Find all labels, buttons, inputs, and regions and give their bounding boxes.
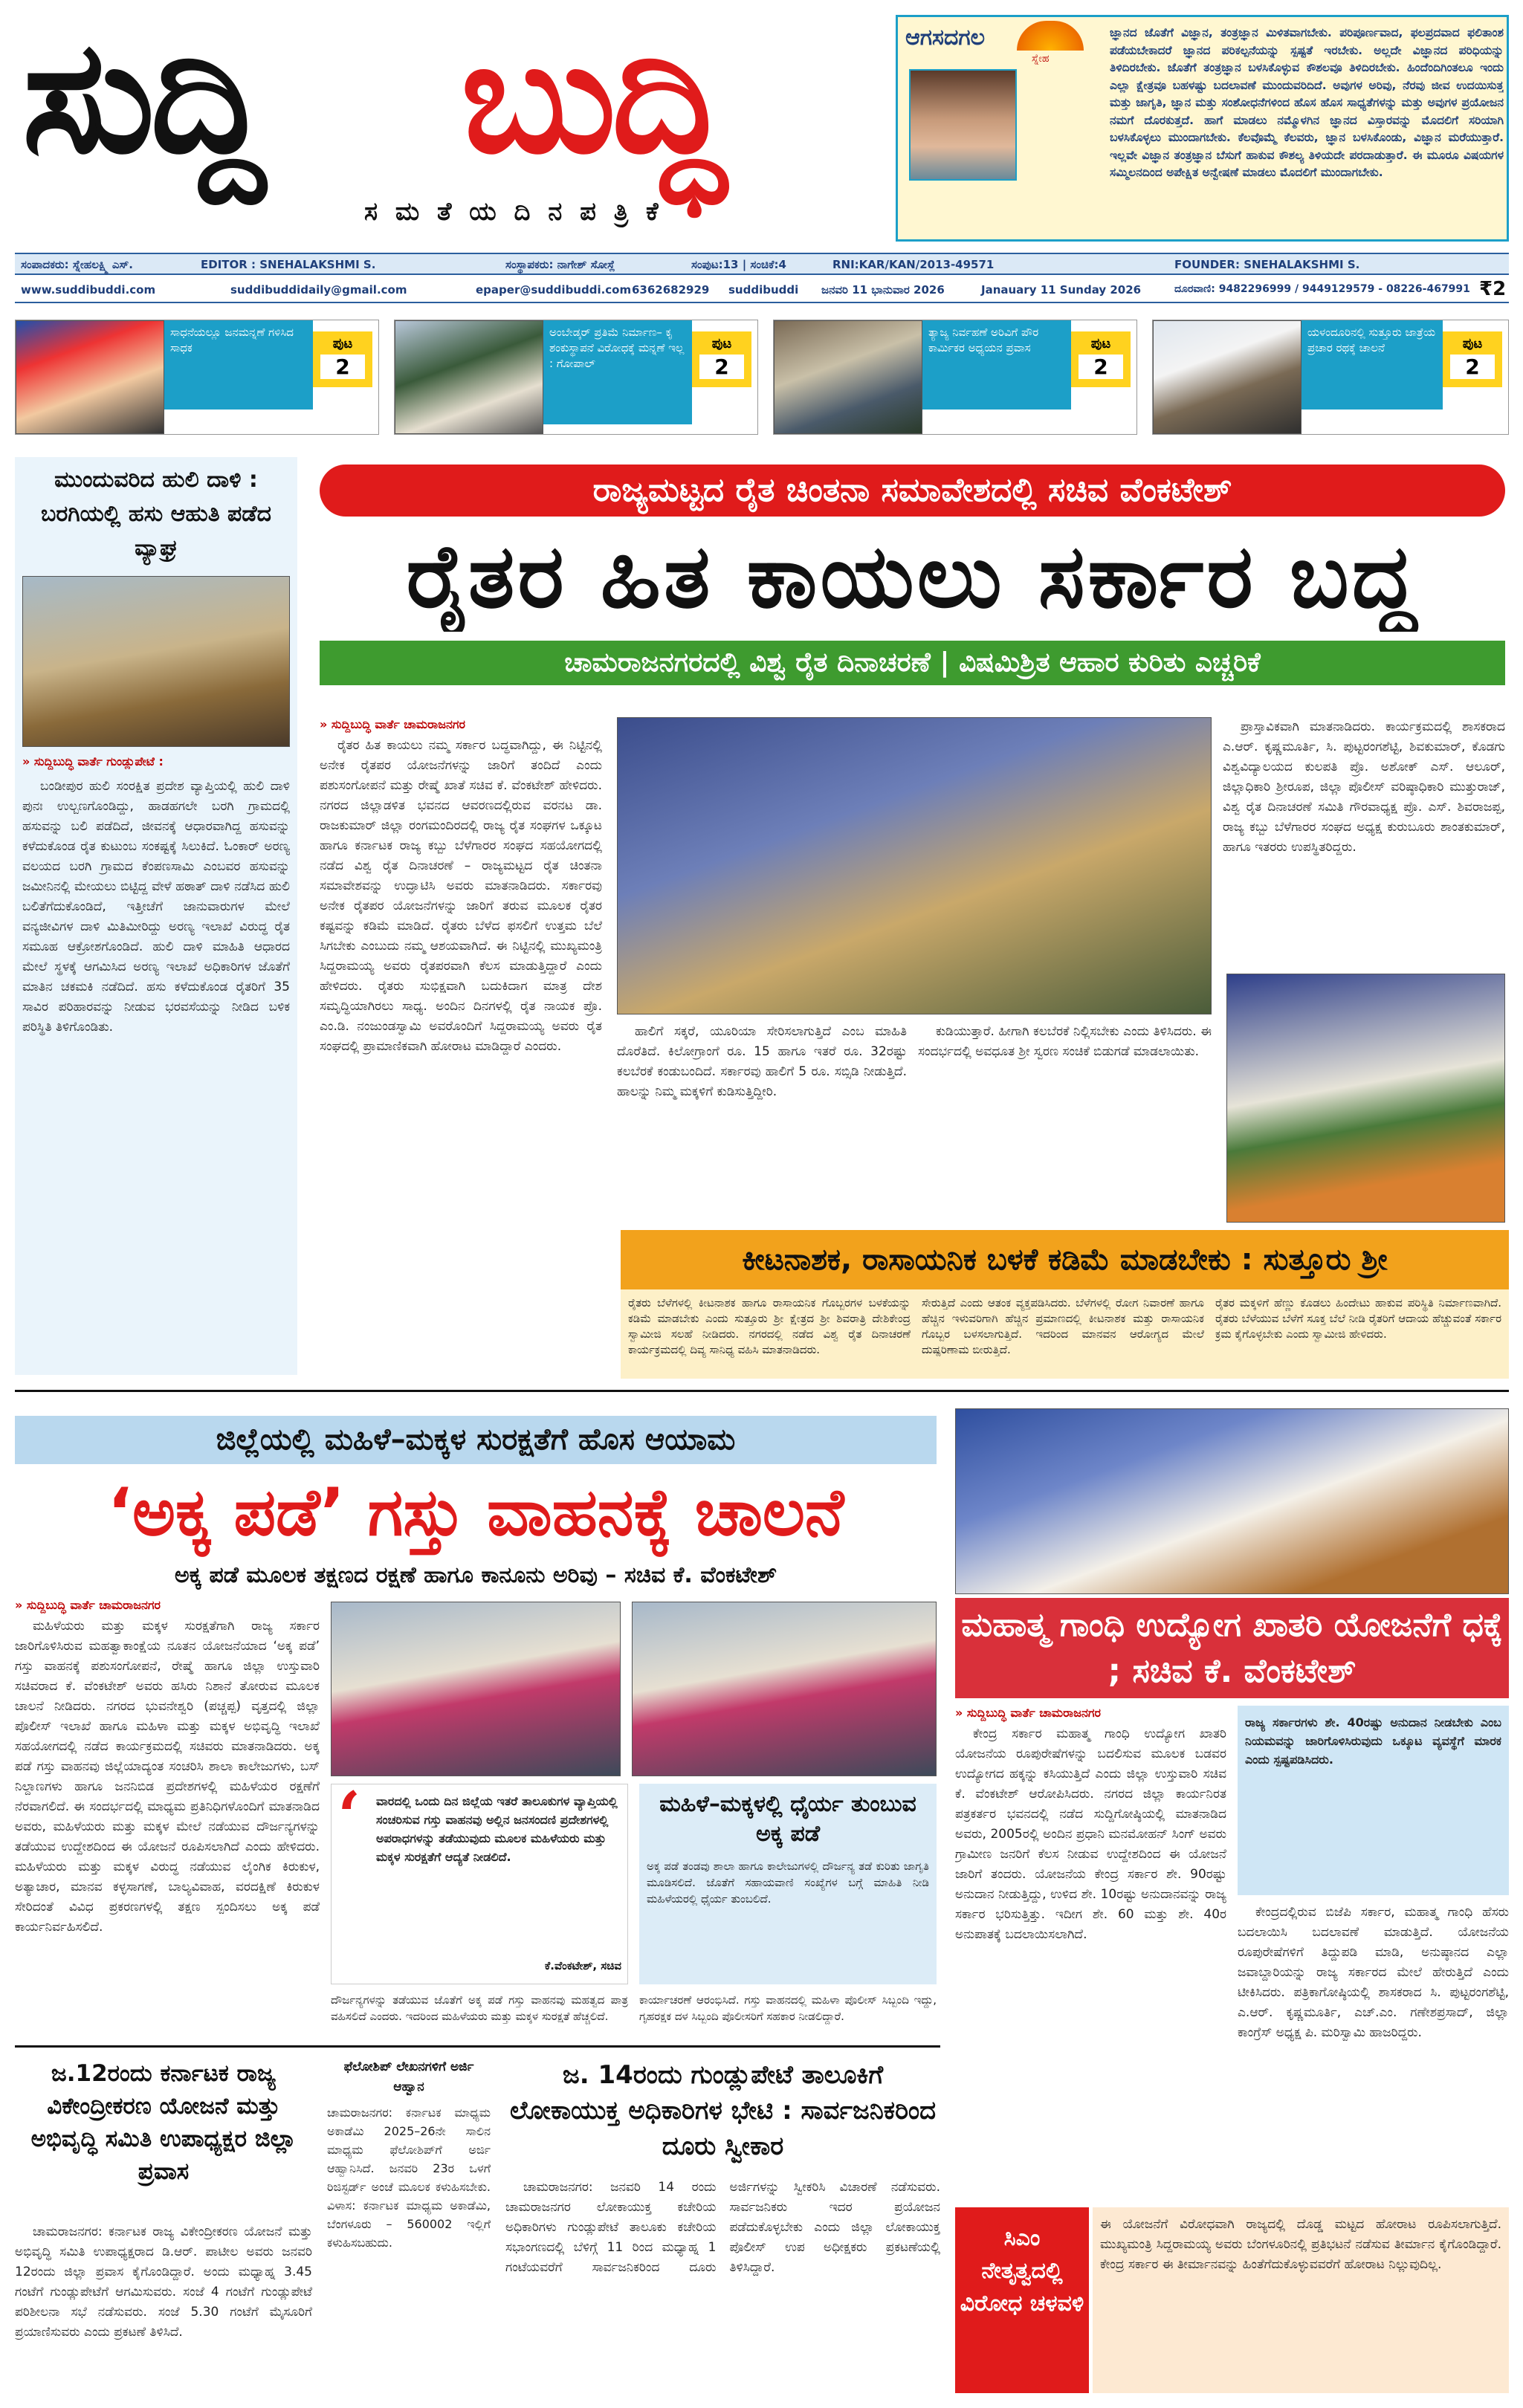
cm-protest-head: ಸಿಎಂ ನೇತೃತ್ವದಲ್ಲಿ ವಿರೋಧ ಚಳವಳಿ [960, 2225, 1084, 2317]
lead-headline: ರೈತರ ಹಿತ ಕಾಯಲು ಸರ್ಕಾರ ಬದ್ಧ [406, 525, 1419, 627]
volume: ಸಂಪುಟ:13 | ಸಂಚಿಕೆ:4 [691, 258, 786, 271]
lead-byline: » ಸುದ್ದಿಬುದ್ಧಿ ವಾರ್ತೆ ಚಾಮರಾಜನಗರ [320, 717, 465, 731]
sunrise-icon [1017, 21, 1084, 51]
teaser-item[interactable] [394, 320, 758, 435]
teaser-item[interactable] [15, 320, 379, 435]
teaser-page-number: 2 [1079, 355, 1123, 379]
epaper-link[interactable]: epaper@suddibuddi.com [476, 283, 632, 297]
akka-kicker-text: ಜಿಲ್ಲೆಯಲ್ಲಿ ಮಹಿಳೆ–ಮಕ್ಕಳ ಸುರಕ್ಷತೆಗೆ ಹೊಸ ಆಯಾಮ [216, 1423, 736, 1457]
masthead [15, 4, 892, 249]
courage-headline: ಮಹಿಳೆ–ಮಕ್ಕಳಲ್ಲಿ ಧೈರ್ಯ ತುಂಬುವ ಅಕ್ಕ ಪಡೆ [659, 1791, 916, 1847]
tiger-attack-photo [22, 576, 290, 747]
aagasadagala-box [896, 15, 1509, 242]
akka-quote-author: ಕೆ.ವೆಂಕಟೇಶ್, ಸಚಿವ [544, 1959, 621, 1972]
teaser-text: ಅಂಬೇಡ್ಕರ್ ಪ್ರತಿಮೆ ನಿರ್ಮಾಣ– ಕೃ ಶಂಕುಸ್ಥಾಪನೆ ವಿರೋಧಕ್ಕೆ ಮನ್ನಣೆ ಇಲ್ಲ : ಗೋಪಾಲ್ [543, 320, 692, 424]
akka-body3: ಕಾರ್ಯಾಚರಣೆ ಆರಂಭಿಸಿದೆ. ಗಸ್ತು ವಾಹನದಲ್ಲಿ ಮಹಿಳಾ ಪೊಲೀಸ್ ಸಿಬ್ಬಂದಿ ಇದ್ದು, ಗೃಹರಕ್ಷಕ ದಳ ಸಿಬ್ಬಂದಿ ಪೊಲೀಸರಿಗೆ ಸಹಕಾರ ನೀಡಲಿದ್ದಾರೆ. [639, 1993, 937, 2023]
founder: FOUNDER: SNEHALAKSHMI S. [1174, 258, 1360, 271]
website-link[interactable]: www.suddibuddi.com [21, 283, 156, 297]
aagasadagala-sublabel: ಸ್ನೇಹ [1032, 53, 1050, 65]
teaser-text: ಸಾಧನೆಯಲ್ಲೂ ಜನಮನ್ನಣೆ ಗಳಿಸಿದ ಸಾಧಕ [164, 320, 313, 410]
masthead-title-left: ಸುದ್ದಿ [22, 4, 262, 188]
lead-event-photo [617, 717, 1212, 1014]
teaser-badge [1443, 331, 1502, 387]
akka-subhead: ಅಕ್ಕ ಪಡೆ ಮೂಲಕ ತಕ್ಷಣದ ರಕ್ಷಣೆ ಹಾಗೂ ಕಾನೂನು ಅರಿವು – ಸಚಿವ ಕೆ. ವೆಂಕಟೇಶ್ [174, 1562, 777, 1588]
social-handle[interactable]: suddibuddi [728, 283, 799, 297]
editor-en: EDITOR : SNEHALAKSHMI S. [201, 258, 376, 271]
left-story [15, 457, 297, 1375]
lead-kicker-text: ರಾಜ್ಯಮಟ್ಟದ ರೈತ ಚಿಂತನಾ ಸಮಾವೇಶದಲ್ಲಿ ಸಚಿವ ವೆಂಕಟೇಶ್ [592, 471, 1232, 509]
akka-quote: ವಾರದಲ್ಲಿ ಒಂದು ದಿನ ಜಿಲ್ಲೆಯ ಇತರೆ ತಾಲೂಕುಗಳ ವ್ಯಾಪ್ತಿಯಲ್ಲಿ ಸಂಚರಿಸುವ ಗಸ್ತು ವಾಹನವು ಅಲ್ಲಿನ ಜನಸಂದಣಿ ಪ್ರದೇಶಗಳಲ್ಲಿ ಅಪರಾಧಗಳನ್ನು ತಡೆಯುವುದು ಮೂಲಕ ಮಹಿಳೆಯರು ಮತ್ತು ಮಕ್ಕಳ ಸುರಕ್ಷತೆಗೆ ಆದ್ಯತೆ ನೀಡಲಿದೆ. [376, 1794, 618, 1864]
mgnrega-headline: ಮಹಾತ್ಮ ಗಾಂಧಿ ಉದ್ಯೋಗ ಖಾತರಿ ಯೋಜನೆಗೆ ಧಕ್ಕೆ ; ಸಚಿವ ಕೆ. ವೆಂಕಟೇಶ್ [961, 1606, 1503, 1690]
cm-protest-body: ಈ ಯೋಜನೆಗೆ ವಿರೋಧವಾಗಿ ರಾಜ್ಯದಲ್ಲಿ ದೊಡ್ಡ ಮಟ್ಟದ ಹೋರಾಟ ರೂಪಿಸಲಾಗುತ್ತಿದೆ. ಮುಖ್ಯಮಂತ್ರಿ ಸಿದ್ದರಾಮಯ್ಯ ಅವರು ಬೆಂಗಳೂರಿನಲ್ಲಿ ಪ್ರತಿಭಟನೆ ನಡೆಸುವ ತೀರ್ಮಾನ ಕೈಗೊಂಡಿದ್ದಾರೆ. ಕೇಂದ್ರ ಸರ್ಕಾರ ಈ ತೀರ್ಮಾನವನ್ನು ಹಿಂತೆಗೆದುಕೊಳ್ಳುವವರೆಗೆ ಹೋರಾಟ ನಿಲ್ಲುವುದಿಲ್ಲ. [1100, 2217, 1501, 2272]
akka-kicker [15, 1416, 937, 1464]
teaser-badge [692, 331, 751, 387]
email-link[interactable]: suddibuddidaily@gmail.com [230, 283, 407, 297]
teaser-page-number: 2 [320, 355, 365, 379]
price: ₹2 [1479, 278, 1507, 300]
lead-col1: ರೈತರ ಹಿತ ಕಾಯಲು ನಮ್ಮ ಸರ್ಕಾರ ಬದ್ಧವಾಗಿದ್ದು, ಈ ನಿಟ್ಟಿನಲ್ಲಿ ಅನೇಕ ರೈತಪರ ಯೋಜನೆಗಳನ್ನು ಜಾರಿಗೆ ತಂದಿದೆ ಎಂದು ಪಶುಸಂಗೋಪನೆ ಮತ್ತು ರೇಷ್ಮೆ ಖಾತೆ ಸಚಿವ ಕೆ. ವೆಂಕಟೇಶ್ ಹೇಳಿದರು. ನಗರದ ಜಿಲ್ಲಾಡಳಿತ ಭವನದ ಆವರಣದಲ್ಲಿರುವ ವರನಟ ಡಾ. ರಾಜಕುಮಾರ್ ಜಿಲ್ಲಾ ರಂಗಮಂದಿರದಲ್ಲಿ ರಾಜ್ಯ ರೈತ ಸಂಘಗಳ ಒಕ್ಕೂಟ ಹಾಗೂ ಕರ್ನಾಟಕ ರಾಜ್ಯ ಕಬ್ಬು ಬೆಳೆಗಾರರ ಸಂಘದ ಸಹಯೋಗದಲ್ಲಿ ನಡೆದ ವಿಶ್ವ ರೈತ ದಿನಾಚರಣೆ – ರಾಜ್ಯಮಟ್ಟದ ರೈತ ಚಿಂತನಾ ಸಮಾವೇಶವನ್ನು ಉದ್ಘಾಟಿಸಿ ಅವರು ಮಾತನಾಡಿದರು. ಸರ್ಕಾರವು ಅನೇಕ ರೈತಪರ ಯೋಜನೆಗಳನ್ನು ಜಾರಿಗೆ ತರುವ ಮೂಲಕ ರೈತರ ಕಷ್ಟವನ್ನು ಕಡಿಮೆ ಮಾಡಿದೆ. ರೈತರು ಬೆಳೆದ ಫಸಲಿಗೆ ಉತ್ತಮ ಬೆಲೆ ಸಿಗಬೇಕು ಎಂಬುದು ನಮ್ಮ ಆಶಯವಾಗಿದೆ. ಈ ನಿಟ್ಟಿನಲ್ಲಿ ಮುಖ್ಯಮಂತ್ರಿ ಸಿದ್ದರಾಮಯ್ಯ ಅವರು ರೈತಪರವಾಗಿ ಕೆಲಸ ಮಾಡುತ್ತಿದ್ದಾರೆ ಎಂದು ಹೇಳಿದರು. ರೈತರು ಸುಭಿಕ್ಷವಾಗಿ ಬದುಕಿದಾಗ ಮಾತ್ರ ದೇಶ ಸಮೃದ್ಧಿಯಾಗಿರಲು ಸಾಧ್ಯ. ಅಂದಿನ ದಿನಗಳಲ್ಲಿ ರೈತ ನಾಯಕ ಪ್ರೊ. ಎಂ.ಡಿ. ನಂಜುಂಡಸ್ವಾಮಿ ಅವರೊಂದಿಗೆ ಸಿದ್ದರಾಮಯ್ಯ ಅವರು ರೈತ ಸಂಘದಲ್ಲಿ ಪ್ರಾಮಾಣಿಕವಾಗಿ ಹೋರಾಟ ಮಾಡಿದ್ದಾರೆ ಎಂದರು. [320, 738, 602, 1054]
rni-number: RNI:KAR/KAN/2013-49571 [832, 258, 995, 271]
lokayukta-headline: ಜ. 14ರಂದು ಗುಂಡ್ಲುಪೇಟೆ ತಾಲೂಕಿಗೆ ಲೋಕಾಯುಕ್ತ ಅಧಿಕಾರಿಗಳ ಭೇಟಿ : ಸಾರ್ವಜನಿಕರಿಂದ ದೂರು ಸ್ವೀಕಾರ [509, 2060, 937, 2161]
teaser-page-number: 2 [699, 355, 744, 379]
lead-subhead [320, 641, 1505, 685]
teaser-text: ಯಳಂದೂರಿನಲ್ಲಿ ಸುತ್ತೂರು ಜಾತ್ರೆಯ ಪ್ರಚಾರ ರಥಕ್ಕೆ ಚಾಲನೆ [1301, 320, 1443, 410]
left-story-byline: » ಸುದ್ದಿಬುದ್ಧಿ ವಾರ್ತೆ ಗುಂಡ್ಲುಪೇಟೆ : [22, 754, 164, 768]
mgnrega-press-photo [955, 1408, 1509, 1594]
lead-kicker [320, 465, 1505, 517]
pesticide-head-bar [621, 1230, 1509, 1289]
mgnrega-quote-box [1238, 1706, 1509, 1895]
akka-byline: » ಸುದ್ದಿಬುದ್ಧಿ ವಾರ್ತೆ ಚಾಮರಾಜನಗರ [15, 1598, 161, 1612]
teaser-badge-label: ಪುಟ [711, 336, 732, 352]
akka-body2: ದೌರ್ಜನ್ಯಗಳನ್ನು ತಡೆಯುವ ಜೊತೆಗೆ ಅಕ್ಕ ಪಡೆ ಗಸ್ತು ವಾಹನವು ಮಹತ್ವದ ಪಾತ್ರ ವಹಿಸಲಿದೆ ಎಂದರು. ಇದರಿಂದ ಮಹಿಳೆಯರು ಮತ್ತು ಮಕ್ಕಳ ಸುರಕ್ಷತೆ ಹೆಚ್ಚಲಿದೆ. [331, 1993, 628, 2023]
quote-icon: ‘ [337, 1777, 361, 1856]
teaser-badge-label: ಪುಟ [1090, 336, 1111, 352]
teaser-badge-label: ಪುಟ [1462, 336, 1483, 352]
mgnrega-quote: ರಾಜ್ಯ ಸರ್ಕಾರಗಳು ಶೇ. 40ರಷ್ಟು ಅನುದಾನ ನೀಡಬೇಕು ಎಂಬ ನಿಯಮವನ್ನು ಜಾರಿಗೊಳಿಸಿರುವುದು ಒಕ್ಕೂಟ ವ್ಯವಸ್ಥೆಗೆ ಮಾರಕ ಎಂದು ಸ್ಪಷ್ಟಪಡಿಸಿದರು. [1245, 1715, 1501, 1767]
date-kannada: ಜನವರಿ 11 ಭಾನುವಾರ 2026 [821, 283, 945, 297]
teaser-page-number: 2 [1450, 355, 1495, 379]
cm-protest-body-box [1093, 2207, 1509, 2393]
pesticide-col3: ರೈತರ ಮಕ್ಕಳಿಗೆ ಹೆಣ್ಣು ಕೊಡಲು ಹಿಂದೇಟು ಹಾಕುವ ಪರಿಸ್ಥಿತಿ ನಿರ್ಮಾಣವಾಗಿದೆ. ರೈತರು ಬೆಳೆಯುವ ಬೆಳೆಗೆ ಸೂಕ್ತ ಬೆಲೆ ನೀಡಿ ರೈತರಿಗೆ ಆದಾಯ ಹೆಚ್ಚುವಂತೆ ಸರ್ಕಾರ ಕ್ರಮ ಕೈಗೊಳ್ಳಬೇಕು ಎಂದು ಸ್ವಾಮೀಜಿ ಹೇಳಿದರು. [1215, 1296, 1501, 1341]
editor-label: ಸಂಪಾದಕರು: ಸ್ನೇಹಲಕ್ಷ್ಮಿ ಎಸ್. [21, 258, 134, 271]
aagasadagala-label: ಆಗಸದಗಲ [905, 25, 986, 51]
teaser-photo [1153, 320, 1301, 434]
decentral-headline: ಜ.12ರಂದು ಕರ್ನಾಟಕ ರಾಜ್ಯ ವಿಕೇಂದ್ರೀಕರಣ ಯೋಜನೆ ಮತ್ತು ಅಭಿವೃದ್ಧಿ ಸಮಿತಿ ಉಪಾಧ್ಯಕ್ಷರ ಜಿಲ್ಲಾ ಪ್ರವಾಸ [30, 2060, 297, 2185]
teaser-text: ತ್ಯಾಜ್ಯ ನಿರ್ವಹಣೆ ಅರಿವಿಗೆ ಪೌರ ಕಾರ್ಮಿಕರ ಅಧ್ಯಯನ ಪ್ರವಾಸ [922, 320, 1071, 410]
info-strip [15, 253, 1509, 275]
section-divider [15, 1390, 1509, 1392]
date-english: Janauary 11 Sunday 2026 [981, 283, 1142, 297]
akka-quote-box [331, 1777, 628, 1984]
mgnrega-byline: » ಸುದ್ದಿಬುದ್ಧಿ ವಾರ್ತೆ ಚಾಮರಾಜನಗರ [955, 1706, 1101, 1720]
akka-photo-left [331, 1602, 621, 1776]
mgnrega-headline-box [955, 1598, 1509, 1698]
contact-phones: ದೂರವಾಣಿ: 9482296999 / 9449129579 - 08226-467991 [1174, 283, 1470, 295]
bottom-divider [15, 2045, 940, 2048]
lokayukta-body: ಚಾಮರಾಜನಗರ: ಜನವರಿ 14 ರಂದು ಚಾಮರಾಜನಗರ ಲೋಕಾಯುಕ್ತ ಕಚೇರಿಯ ಅಧಿಕಾರಿಗಳು ಗುಂಡ್ಲುಪೇಟೆ ತಾಲೂಕು ಕಚೇರಿಯ ಸಭಾಂಗಣದಲ್ಲಿ ಬೆಳಿಗ್ಗೆ 11 ರಿಂದ ಮಧ್ಯಾಹ್ನ 1 ಗಂಟೆಯವರೆಗೆ ಸಾರ್ವಜನಿಕರಿಂದ ದೂರು ಅರ್ಜಿಗಳನ್ನು ಸ್ವೀಕರಿಸಿ ವಿಚಾರಣೆ ನಡೆಸುವರು. ಸಾರ್ವಜನಿಕರು ಇದರ ಪ್ರಯೋಜನ ಪಡೆದುಕೊಳ್ಳಬೇಕು ಎಂದು ಜಿಲ್ಲಾ ಲೋಕಾಯುಕ್ತ ಪೊಲೀಸ್ ಉಪ ಅಧೀಕ್ಷಕರು ಪ್ರಕಟಣೆಯಲ್ಲಿ ತಿಳಿಸಿದ್ದಾರೆ. [505, 2180, 940, 2275]
contact-strip [15, 278, 1509, 303]
fellowship-headline: ಫೆಲೋಶಿಪ್ ಲೇಖನಗಳಿಗೆ ಅರ್ಜಿ ಆಹ್ವಾನ [343, 2059, 474, 2094]
mgnrega-body2: ಕೇಂದ್ರದಲ್ಲಿರುವ ಬಿಜೆಪಿ ಸರ್ಕಾರ, ಮಹಾತ್ಮ ಗಾಂಧಿ ಹೆಸರು ಬದಲಾಯಿಸಿ ಬದಲಾವಣೆ ಮಾಡುತ್ತಿದೆ. ಯೋಜನೆಯ ರೂಪುರೇಷೆಗಳಿಗೆ ತಿದ್ದುಪಡಿ ಮಾಡಿ, ಅನುಷ್ಠಾನದ ಎಲ್ಲಾ ಜವಾಬ್ದಾರಿಯನ್ನು ರಾಜ್ಯ ಸರ್ಕಾರದ ಮೇಲೆ ಹೇರುತ್ತಿದೆ ಎಂದು ಟೀಕಿಸಿದರು. ಪತ್ರಿಕಾಗೋಷ್ಠಿಯಲ್ಲಿ ಶಾಸಕರಾದ ಸಿ. ಪುಟ್ಟರಂಗಶೆಟ್ಟಿ, ಎ.ಆರ್. ಕೃಷ್ಣಮೂರ್ತಿ, ಎಚ್.ಎಂ. ಗಣೇಶಪ್ರಸಾದ್, ಜಿಲ್ಲಾ ಕಾಂಗ್ರೆಸ್ ಅಧ್ಯಕ್ಷ ಪಿ. ಮರಿಸ್ವಾಮಿ ಹಾಜರಿದ್ದರು. [1238, 1905, 1509, 2040]
courage-body: ಅಕ್ಕ ಪಡೆ ತಂಡವು ಶಾಲಾ ಹಾಗೂ ಕಾಲೇಜುಗಳಲ್ಲಿ ದೌರ್ಜನ್ಯ ತಡೆ ಕುರಿತು ಜಾಗೃತಿ ಮೂಡಿಸಲಿದೆ. ಜೊತೆಗೆ ಸಹಾಯವಾಣಿ ಸಂಖ್ಯೆಗಳ ಬಗ್ಗೆ ಮಾಹಿತಿ ನೀಡಿ ಮಹಿಳೆಯರಲ್ಲಿ ಧೈರ್ಯ ತುಂಬಲಿದೆ. [647, 1860, 929, 1906]
courage-box [639, 1784, 937, 1984]
teaser-photo [774, 320, 922, 434]
pesticide-box [621, 1230, 1509, 1379]
akka-headline: ‘ಅಕ್ಕ ಪಡೆ’ ಗಸ್ತು ವಾಹನಕ್ಕೆ ಚಾಲನೆ [107, 1474, 844, 1550]
teaser-badge [313, 331, 372, 387]
masthead-title-right: ಬುದ್ಧಿ [461, 4, 721, 188]
decentral-body: ಚಾಮರಾಜನಗರ: ಕರ್ನಾಟಕ ರಾಜ್ಯ ವಿಕೇಂದ್ರೀಕರಣ ಯೋಜನೆ ಮತ್ತು ಅಭಿವೃದ್ಧಿ ಸಮಿತಿ ಉಪಾಧ್ಯಕ್ಷರಾದ ಡಿ.ಆರ್. ಪಾಟೀಲ ಅವರು ಜನವರಿ 12ರಂದು ಜಿಲ್ಲಾ ಪ್ರವಾಸ ಕೈಗೊಂಡಿದ್ದಾರೆ. ಅಂದು ಮಧ್ಯಾಹ್ನ 3.45 ಗಂಟೆಗೆ ಗುಂಡ್ಲುಪೇಟೆಗೆ ಆಗಮಿಸುವರು. ಸಂಜೆ 4 ಗಂಟೆಗೆ ಗುಂಡ್ಲುಪೇಟೆ ಪರಿಶೀಲನಾ ಸಭೆ ನಡೆಸುವರು. ಸಂಜೆ 5.30 ಗಂಟೆಗೆ ಮೈಸೂರಿಗೆ ಪ್ರಯಾಣಿಸುವರು ಎಂದು ಪ್ರಕಟಣೆ ತಿಳಿಸಿದೆ. [15, 2224, 312, 2340]
left-story-body: ಬಂಡೀಪುರ ಹುಲಿ ಸಂರಕ್ಷಿತ ಪ್ರದೇಶ ವ್ಯಾಪ್ತಿಯಲ್ಲಿ ಹುಲಿ ದಾಳಿ ಪುನಃ ಉಲ್ಬಣಗೊಂಡಿದ್ದು, ಹಾಡಹಗಲೇ ಬರಗಿ ಗ್ರಾಮದಲ್ಲಿ ಹಸುವನ್ನು ಬಲಿ ಪಡೆದಿದೆ, ಜೀವನಕ್ಕೆ ಆಧಾರವಾಗಿದ್ದ ಹಸುವನ್ನು ಕಳೆದುಕೊಂಡ ರೈತ ಕುಟುಂಬ ಸಂಕಷ್ಟಕ್ಕೆ ಸಿಲುಕಿದೆ. ಓಂಕಾರ್ ಅರಣ್ಯ ವಲಯದ ಬರಗಿ ಗ್ರಾಮದ ಕೆಂಪಣಸಾಮಿ ಎಂಬವರ ಹಸುವನ್ನು ಜಮೀನಿನಲ್ಲಿ ಮೇಯಲು ಬಿಟ್ಟಿದ್ದ ವೇಳೆ ಹಠಾತ್ ದಾಳಿ ನಡೆಸಿದ ಹುಲಿ ಬಲಿತೆಗೆದುಕೊಂಡಿದೆ, ಇತ್ತೀಚೆಗೆ ಜಾನುವಾರುಗಳ ಮೇಲೆ ವನ್ಯಜೀವಿಗಳ ದಾಳಿ ಮಿತಿಮೀರಿದ್ದು ಅರಣ್ಯ ಇಲಾಖೆ ವಿರುದ್ಧ ರೈತ ಸಮೂಹ ಆಕ್ರೋಶಗೊಂಡಿದೆ. ಹುಲಿ ದಾಳಿ ಮಾಹಿತಿ ಆಧಾರದ ಮೇಲೆ ಸ್ಥಳಕ್ಕೆ ಆಗಮಿಸಿದ ಅರಣ್ಯ ಇಲಾಖೆ ಅಧಿಕಾರಿಗಳ ಜೊತೆಗೆ ಮಾತಿನ ಚಕಮಕಿ ನಡೆದಿದೆ. ಹಸು ಕಳೆದುಕೊಂಡ ರೈತರಿಗೆ 35 ಸಾವಿರ ಪರಿಹಾರವನ್ನು ನೀಡುವ ಭರವಸೆಯನ್ನು ನೀಡಿದ ಬಳಿಕ ಪರಿಸ್ಥಿತಿ ತಿಳಿಗೊಂಡಿತು. [22, 779, 290, 1035]
columnist-avatar [909, 69, 1017, 181]
akka-photo-right [632, 1602, 937, 1776]
lead-col2: ಹಾಲಿಗೆ ಸಕ್ಕರೆ, ಯೂರಿಯಾ ಸೇರಿಸಲಾಗುತ್ತಿದೆ ಎಂಬ ಮಾಹಿತಿ ದೊರೆತಿದೆ. ಕಿಲೋಗ್ರಾಂಗೆ ರೂ. 15 ಹಾಗೂ ಇತರೆ ರೂ. 32ರಷ್ಟು ಕಲಬೆರಕೆ ಕಂಡುಬಂದಿದೆ. ಸರ್ಕಾರವು ಹಾಲಿಗೆ 5 ರೂ. ಸಬ್ಸಿಡಿ ನೀಡುತ್ತಿದೆ. ಹಾಲನ್ನು ನಿಮ್ಮ ಮಕ್ಕಳಿಗೆ ಕುಡಿಸುತ್ತಿದ್ದೀರಿ. [617, 1024, 907, 1099]
pesticide-col1: ರೈತರು ಬೆಳೆಗಳಲ್ಲಿ ಕೀಟನಾಶಕ ಹಾಗೂ ರಾಸಾಯನಿಕ ಗೊಬ್ಬರಗಳ ಬಳಕೆಯನ್ನು ಕಡಿಮೆ ಮಾಡಬೇಕು ಎಂದು ಸುತ್ತೂರು ಶ್ರೀ ಕ್ಷೇತ್ರದ ಶ್ರೀ ಶಿವರಾತ್ರಿ ದೇಶಿಕೇಂದ್ರ ಸ್ವಾಮೀಜಿ ಸಲಹೆ ನೀಡಿದರು. ನಗರದಲ್ಲಿ ನಡೆದ ವಿಶ್ವ ರೈತ ದಿನಾಚರಣೆ ಕಾರ್ಯಕ್ರಮದಲ್ಲಿ ದಿವ್ಯ ಸಾನಿಧ್ಯ ವಹಿಸಿ ಮಾತನಾಡಿದರು. [628, 1296, 911, 1356]
akka-body: ಮಹಿಳೆಯರು ಮತ್ತು ಮಕ್ಕಳ ಸುರಕ್ಷತೆಗಾಗಿ ರಾಜ್ಯ ಸರ್ಕಾರ ಜಾರಿಗೊಳಿಸಿರುವ ಮಹತ್ವಾಕಾಂಕ್ಷೆಯ ನೂತನ ಯೋಜನೆಯಾದ ‘ಅಕ್ಕ ಪಡೆ’ ಗಸ್ತು ವಾಹನಕ್ಕೆ ಪಶುಸಂಗೋಪನೆ, ರೇಷ್ಮೆ ಹಾಗೂ ಜಿಲ್ಲಾ ಉಸ್ತುವಾರಿ ಸಚಿವರಾದ ಕೆ. ವೆಂಕಟೇಶ್ ಅವರು ಹಸಿರು ನಿಶಾನೆ ತೋರುವ ಮೂಲಕ ಚಾಲನೆ ನೀಡಿದರು. ನಗರದ ಭುವನೇಶ್ವರಿ (ಪಚ್ಚಪ್ಪ) ವೃತ್ತದಲ್ಲಿ ಜಿಲ್ಲಾ ಪೊಲೀಸ್ ಇಲಾಖೆ ಹಾಗೂ ಮಹಿಳಾ ಮತ್ತು ಮಕ್ಕಳ ಅಭಿವೃದ್ಧಿ ಇಲಾಖೆ ಸಹಯೋಗದಲ್ಲಿ ನಡೆದ ಕಾರ್ಯಕ್ರಮದಲ್ಲಿ ಸಚಿವರು ಮಾತನಾಡಿದರು. ಅಕ್ಕ ಪಡೆ ಗಸ್ತು ವಾಹನವು ಜಿಲ್ಲೆಯಾದ್ಯಂತ ಸಂಚರಿಸಿ ಶಾಲಾ ಕಾಲೇಜುಗಳು, ಬಸ್ ನಿಲ್ದಾಣಗಳು ಹಾಗೂ ಜನನಿಬಿಡ ಪ್ರದೇಶಗಳಲ್ಲಿ ಮಹಿಳೆಯರ ರಕ್ಷಣೆಗೆ ನೆರವಾಗಲಿದೆ. ಈ ಸಂದರ್ಭದಲ್ಲಿ ಮಾಧ್ಯಮ ಪ್ರತಿನಿಧಿಗಳೊಂದಿಗೆ ಮಾತನಾಡಿದ ಅವರು, ಮಹಿಳೆಯರು ಮತ್ತು ಮಕ್ಕಳ ಮೇಲೆ ನಡೆಯುವ ದೌರ್ಜನ್ಯಗಳನ್ನು ತಡೆಯುವ ಉದ್ದೇಶದಿಂದ ಈ ಯೋಜನೆ ರೂಪಿಸಲಾಗಿದೆ ಎಂದು ಹೇಳಿದರು. ಮಹಿಳೆಯರು ಮತ್ತು ಮಕ್ಕಳ ವಿರುದ್ಧ ನಡೆಯುವ ಲೈಂಗಿಕ ಕಿರುಕುಳ, ಅತ್ಯಾಚಾರ, ಮಾನವ ಕಳ್ಳಸಾಗಣೆ, ಬಾಲ್ಯವಿವಾಹ, ವರದಕ್ಷಿಣೆ ಕಿರುಕುಳ ಸೇರಿದಂತೆ ವಿವಿಧ ಪ್ರಕರಣಗಳಲ್ಲಿ ತಕ್ಷಣ ಸ್ಪಂದಿಸಲು ಅಕ್ಕ ಪಡೆ ಕಾರ್ಯನಿರ್ವಹಿಸಲಿದೆ. [15, 1619, 320, 1935]
cm-protest-box [955, 2207, 1089, 2393]
fellowship-body: ಚಾಮರಾಜನಗರ: ಕರ್ನಾಟಕ ಮಾಧ್ಯಮ ಅಕಾಡೆಮಿ 2025–26ನೇ ಸಾಲಿನ ಮಾಧ್ಯಮ ಫೆಲೋಶಿಪ್‌ಗೆ ಅರ್ಜಿ ಆಹ್ವಾನಿಸಿದೆ. ಜನವರಿ 23ರ ಒಳಗೆ ರಿಜಿಸ್ಟರ್ಡ್ ಅಂಚೆ ಮೂಲಕ ಕಳುಹಿಸಬೇಕು. ವಿಳಾಸ: ಕರ್ನಾಟಕ ಮಾಧ್ಯಮ ಅಕಾಡೆಮಿ, ಬೆಂಗಳೂರು – 560002 ಇಲ್ಲಿಗೆ ಕಳುಹಿಸಬಹುದು. [327, 2106, 491, 2250]
teaser-item[interactable] [773, 320, 1137, 435]
teaser-photo [395, 320, 543, 434]
teaser-row [15, 320, 1509, 435]
publisher: ಸಂಸ್ಥಾಪಕರು: ನಾಗೇಶ್ ಸೋಸ್ಲೆ [505, 258, 615, 271]
pesticide-col2: ಸೇರುತ್ತಿದೆ ಎಂದು ಆತಂಕ ವ್ಯಕ್ತಪಡಿಸಿದರು. ಬೆಳೆಗಳಲ್ಲಿ ರೋಗ ನಿವಾರಣೆ ಹಾಗೂ ಹೆಚ್ಚಿನ ಇಳುವರಿಗಾಗಿ ಹೆಚ್ಚಿನ ಪ್ರಮಾಣದಲ್ಲಿ ಕೀಟನಾಶಕ ಮತ್ತು ರಾಸಾಯನಿಕ ಗೊಬ್ಬರ ಬಳಸಲಾಗುತ್ತಿದೆ. ಇದರಿಂದ ಮಾನವನ ಆರೋಗ್ಯದ ಮೇಲೆ ದುಷ್ಪರಿಣಾಮ ಬೀರುತ್ತಿದೆ. [922, 1296, 1204, 1356]
teaser-photo [16, 320, 164, 434]
lead-col4: ಪ್ರಾಸ್ತಾವಿಕವಾಗಿ ಮಾತನಾಡಿದರು. ಕಾರ್ಯಕ್ರಮದಲ್ಲಿ ಶಾಸಕರಾದ ಎ.ಆರ್. ಕೃಷ್ಣಮೂರ್ತಿ, ಸಿ. ಪುಟ್ಟರಂಗಶೆಟ್ಟಿ, ಶಿವಕುಮಾರ್, ಕೊಡಗು ವಿಶ್ವವಿದ್ಯಾಲಯದ ಕುಲಪತಿ ಪ್ರೊ. ಅಶೋಕ್ ಎಸ್. ಆಲೂರ್, ಜಿಲ್ಲಾಧಿಕಾರಿ ಶ್ರೀರೂಪ, ಜಿಲ್ಲಾ ಪೊಲೀಸ್ ವರಿಷ್ಠಾಧಿಕಾರಿ ಮುತ್ತುರಾಜ್, ವಿಶ್ವ ರೈತ ದಿನಾಚರಣೆ ಸಮಿತಿ ಗೌರವಾಧ್ಯಕ್ಷ ಪ್ರೊ. ಎಸ್. ಶಿವರಾಜಪ್ಪ, ರಾಜ್ಯ ಕಬ್ಬು ಬೆಳೆಗಾರರ ಸಂಘದ ಅಧ್ಯಕ್ಷ ಕುರುಬೂರು ಶಾಂತಕುಮಾರ್, ಹಾಗೂ ಇತರರು ಉಪಸ್ಥಿತರಿದ್ದರು. [1223, 719, 1505, 855]
pesticide-headline: ಕೀಟನಾಶಕ, ರಾಸಾಯನಿಕ ಬಳಕೆ ಕಡಿಮೆ ಮಾಡಬೇಕು : ಸುತ್ತೂರು ಶ್ರೀ [742, 1243, 1388, 1277]
masthead-tagline: ಸ ಮ ತೆ ಯ ದಿ ನ ಪ ತ್ರಿ ಕೆ [364, 197, 663, 227]
phone-number: 6362682929 [632, 283, 710, 297]
mgnrega-body: ಕೇಂದ್ರ ಸರ್ಕಾರ ಮಹಾತ್ಮ ಗಾಂಧಿ ಉದ್ಯೋಗ ಖಾತರಿ ಯೋಜನೆಯ ರೂಪುರೇಷೆಗಳನ್ನು ಬದಲಿಸುವ ಮೂಲಕ ಬಡವರ ಉದ್ಯೋಗದ ಹಕ್ಕನ್ನು ಕಸಿಯುತ್ತಿದೆ ಎಂದು ಜಿಲ್ಲಾ ಉಸ್ತುವಾರಿ ಸಚಿವ ಕೆ. ವೆಂಕಟೇಶ್ ಆರೋಪಿಸಿದರು. ನಗರದ ಜಿಲ್ಲಾ ಕಾರ್ಯನಿರತ ಪತ್ರಕರ್ತರ ಭವನದಲ್ಲಿ ನಡೆದ ಸುದ್ದಿಗೋಷ್ಠಿಯಲ್ಲಿ ಮಾತನಾಡಿದ ಅವರು, 2005ರಲ್ಲಿ ಅಂದಿನ ಪ್ರಧಾನಿ ಮನಮೋಹನ್ ಸಿಂಗ್ ಅವರು ಗ್ರಾಮೀಣ ಜನರಿಗೆ ಕೆಲಸ ನೀಡುವ ಉದ್ದೇಶದಿಂದ ಈ ಯೋಜನೆ ಜಾರಿಗೆ ತಂದರು. ಯೋಜನೆಯ ಕೇಂದ್ರ ಸರ್ಕಾರ ಶೇ. 90ರಷ್ಟು ಅನುದಾನ ನೀಡುತ್ತಿದ್ದು, ಉಳಿದ ಶೇ. 10ರಷ್ಟು ಅನುದಾನವನ್ನು ರಾಜ್ಯ ಸರ್ಕಾರ ಭರಿಸುತ್ತಿತ್ತು. ಇದೀಗ ಶೇ. 60 ಮತ್ತು ಶೇ. 40ರ ಅನುಪಾತಕ್ಕೆ ಬದಲಾಯಿಸಲಾಗಿದೆ. [955, 1726, 1226, 1942]
lead-col3: ಕುಡಿಯುತ್ತಾರೆ. ಹೀಗಾಗಿ ಕಲಬೆರಕೆ ನಿಲ್ಲಿಸಬೇಕು ಎಂದು ತಿಳಿಸಿದರು. ಈ ಸಂದರ್ಭದಲ್ಲಿ ಅವಧೂತ ಶ್ರೀ ಸ್ವರಣ ಸಂಚಿಕೆ ಬಿಡುಗಡೆ ಮಾಡಲಾಯಿತು. [918, 1024, 1212, 1059]
teaser-badge [1071, 331, 1131, 387]
lead-side-photo [1226, 974, 1505, 1223]
teaser-item[interactable] [1152, 320, 1509, 435]
aagasadagala-text: ಜ್ಞಾನದ ಜೊತೆಗೆ ವಿಜ್ಞಾನ, ತಂತ್ರಜ್ಞಾನ ಮಿಳಿತವಾಗಬೇಕು. ಪರಿಪೂರ್ಣವಾದ, ಫಲಪ್ರದವಾದ ಫಲಿತಾಂಶ ಪಡೆಯಬೇಕಾದರೆ ಜ್ಞಾನದ ಪರಿಕಲ್ಪನೆಯನ್ನು ಸ್ಪಷ್ಟತೆ ಇರಬೇಕು. ಅಲ್ಲದೇ ವಿಜ್ಞಾನದ ಪರಿಧಿಯನ್ನು ತಿಳಿದಿರಬೇಕು. ಜೊತೆಗೆ ತಂತ್ರಜ್ಞಾನ ಬಳಸಿಕೊಳ್ಳುವ ಕೌಶಲವೂ ತಿಳಿದಿರಬೇಕು. ಹಿಂದೆಂದಿಗಿಂತಲೂ ಇಂದು ಎಲ್ಲಾ ಕ್ಷೇತ್ರವೂ ಬಹಳಷ್ಟು ಬದಲಾವಣೆ ಮುಂದುವರಿದಿದೆ. ಅವುಗಳ ಅರಿವು, ನೆರವು ಜೀವ ಉದಯಿಸುತ್ತ ಮತ್ತು ಜಾಗೃತಿ, ಜ್ಞಾನ ಮತ್ತು ಸಂಶೋಧನೆಗಳಿಂದ ಹೊಸ ಹೊಸ ಸಾಧ್ಯತೆಗಳನ್ನು ಮತ್ತು ಅವುಗಳ ಪ್ರಯೋಜನ ನಮಗೆ ದೊರಕುತ್ತದೆ. ಹಾಗೆ ಮಾಡಲು ನಮ್ಮೊಳಗಿನ ಜ್ಞಾನದ ವಿಸ್ತಾರವನ್ನು ಮೊದಲಿಗೆ ಸರಿಯಾಗಿ ಬಳಸಿಕೊಳ್ಳಲು ಮುಂದಾಗಬೇಕು. ಕೆಲವೊಮ್ಮೆ ಕೆಲವರು, ಜ್ಞಾನ ಬಳಸಿಕೊಂಡು, ವಿಜ್ಞಾನ ಮರೆಯುತ್ತಾರೆ. ಇಲ್ಲವೇ ವಿಜ್ಞಾನ ತಂತ್ರಜ್ಞಾನ ಬೆಸುಗೆ ಹಾಕುವ ಕೌಶಲ್ಯ ತಿಳಿಯದೇ ಪರದಾಡುತ್ತಾರೆ. ಈ ಮೂರೂ ವಿಷಯಗಳ ಸಮ್ಮಿಲನದಿಂದ ಅಪೇಕ್ಷಿತ ಅನ್ವೇಷಣೆ ಮಾಡಲು ಮೊದಲಿಗೆ ಮುಂದಾಗಬೇಕು. [1110, 26, 1504, 179]
teaser-badge-label: ಪುಟ [332, 336, 353, 352]
left-story-headline: ಮುಂದುವರಿದ ಹುಲಿ ದಾಳಿ : ಬರಗಿಯಲ್ಲಿ ಹಸು ಆಹುತಿ ಪಡೆದ ವ್ಯಾಘ್ರ [41, 467, 271, 561]
lead-subhead-text: ಚಾಮರಾಜನಗರದಲ್ಲಿ ವಿಶ್ವ ರೈತ ದಿನಾಚರಣೆ | ವಿಷಮಿಶ್ರಿತ ಆಹಾರ ಕುರಿತು ಎಚ್ಚರಿಕೆ [564, 647, 1261, 678]
